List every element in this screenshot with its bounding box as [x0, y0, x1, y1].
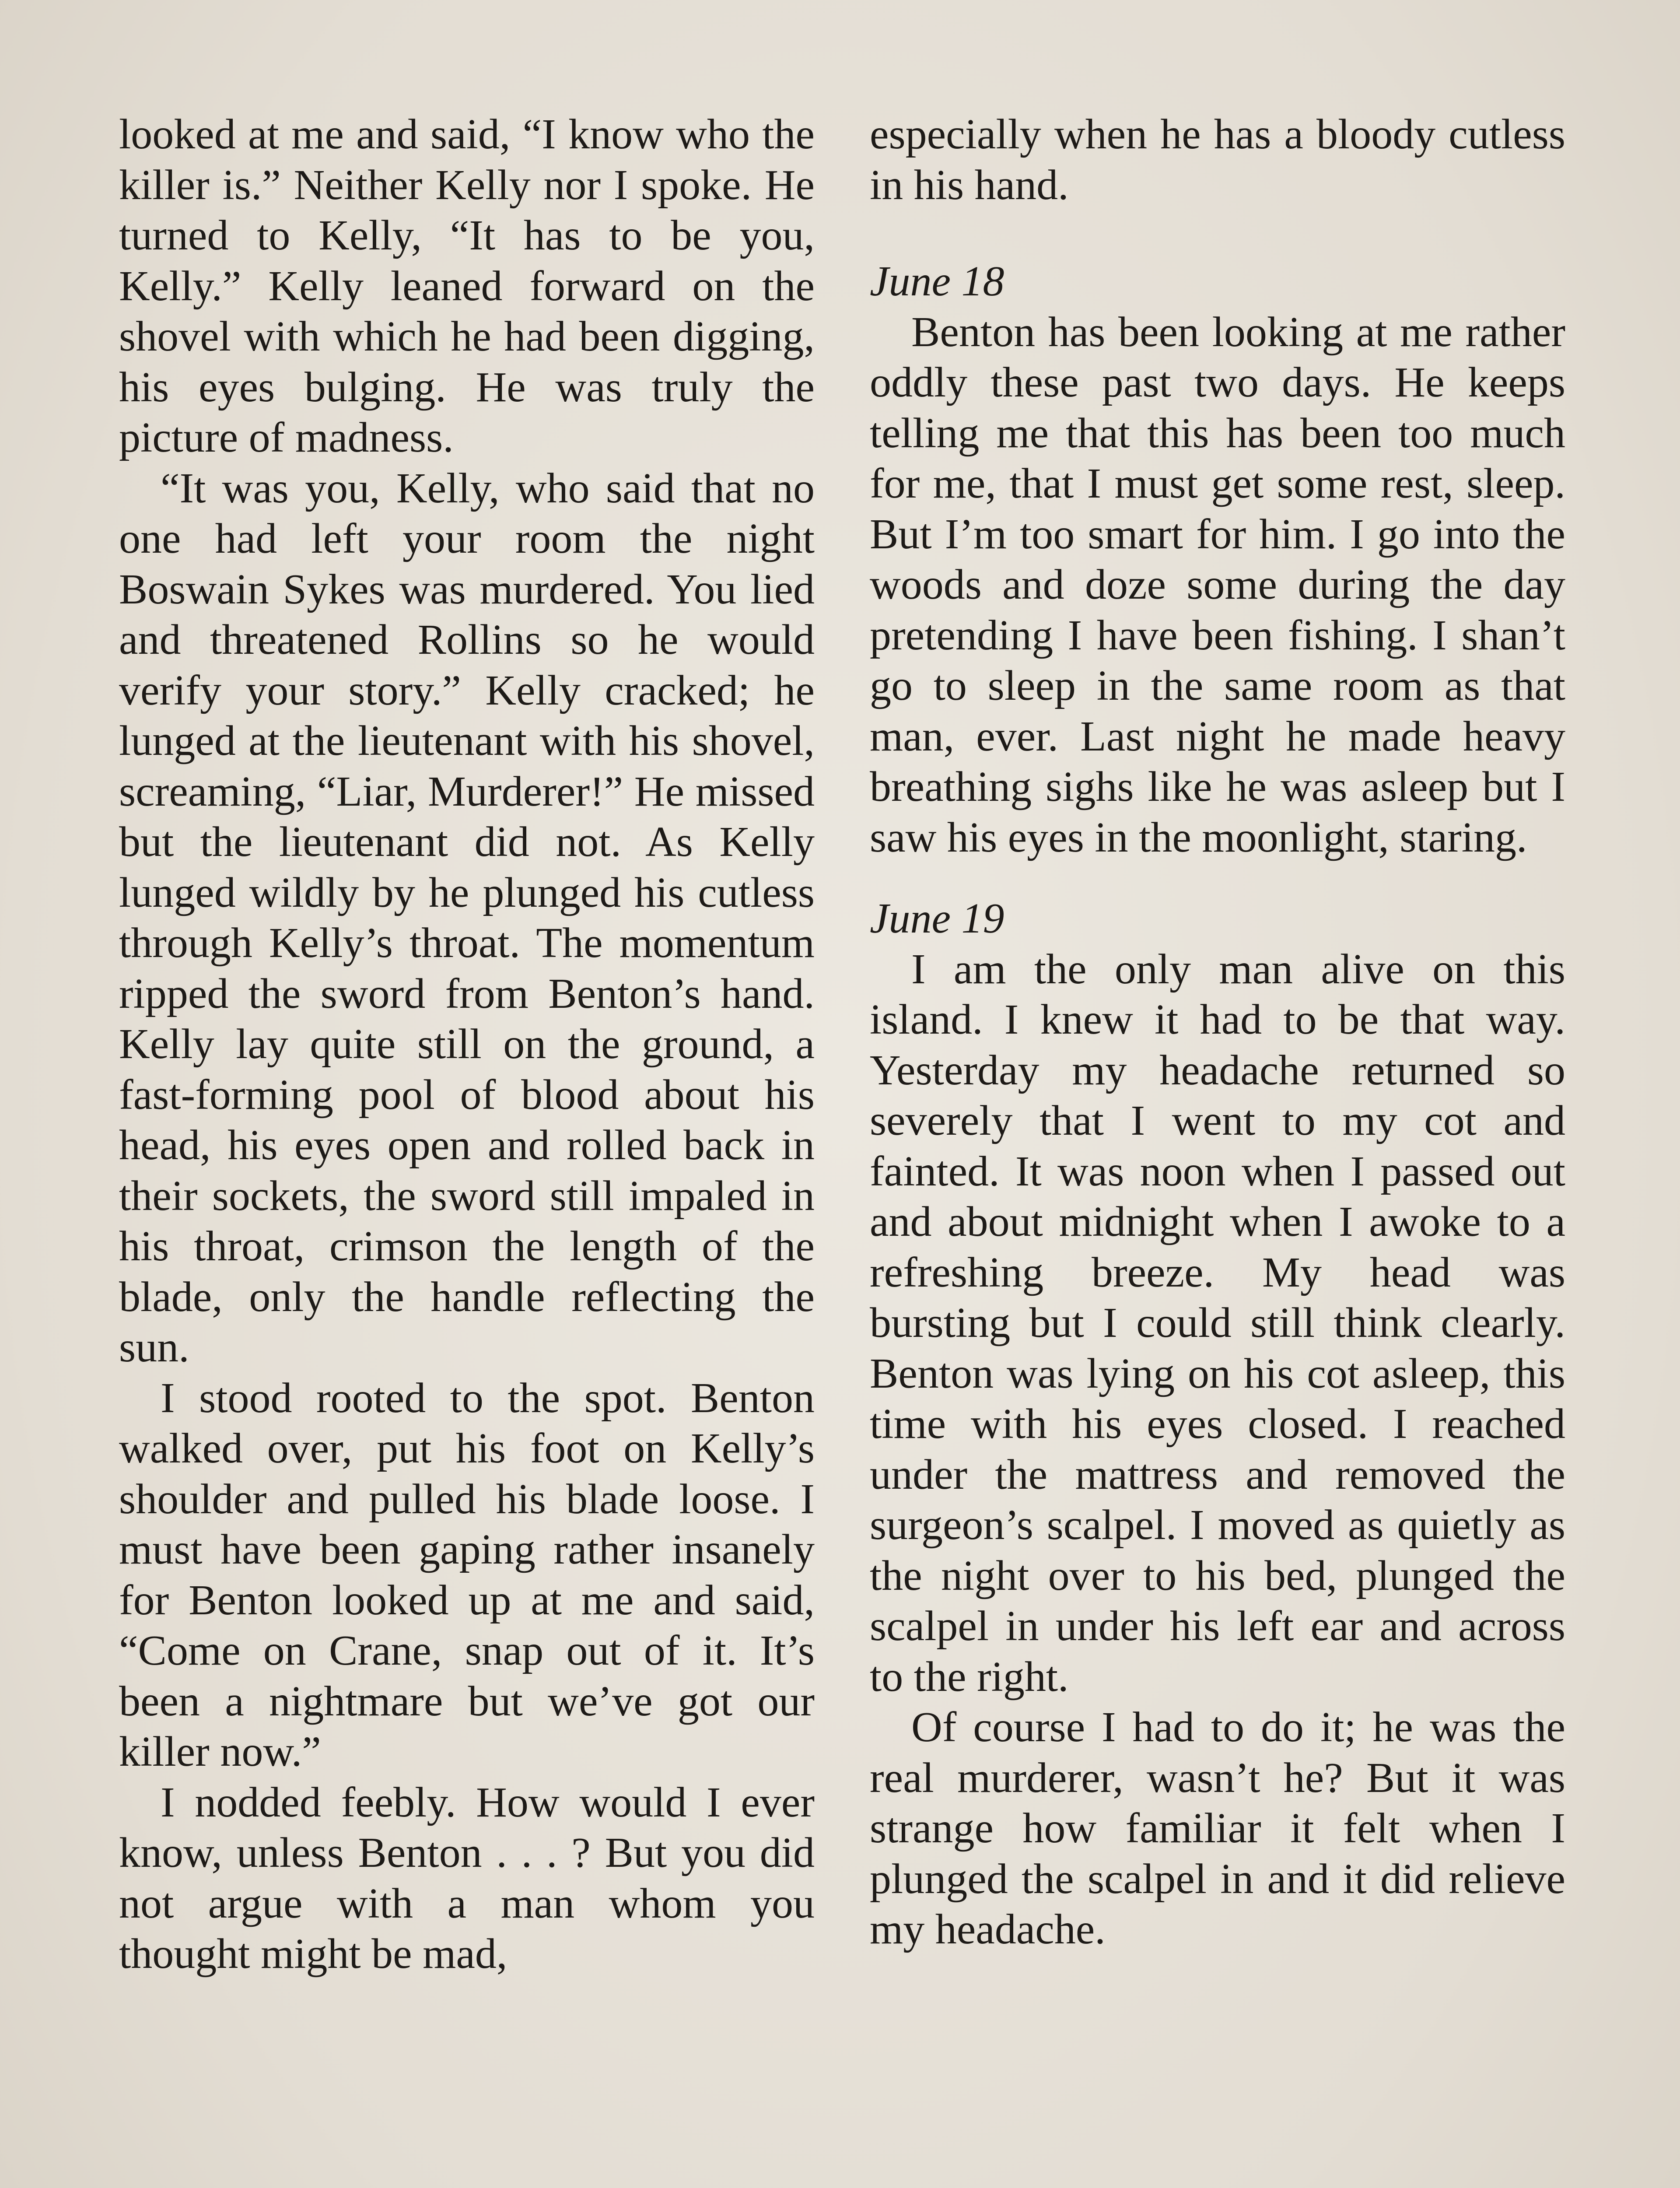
left-text-column — [119, 109, 815, 1980]
paragraph: I nodded feebly. How would I ever know, unless Benton . . . ? But you did not argue with a man whom you thought might be mad, — [119, 1778, 815, 1978]
paragraph: Benton has been looking at me rather oddly these past two days. He keeps telling me that this has been too much for me, that I must get some rest, sleep. But I’m too smart for him. I go into the woods and doze some during the day pretending I have been fishing. I shan’t go to sleep in the same room as that man, ever. Last night he made heavy breathing sighs like he was asleep but I saw his eyes in the moonlight, staring. — [870, 308, 1565, 861]
paragraph: looked at me and said, “I know who the killer is.” Neither Kelly nor I spoke. He turned to Kelly, “It has to be you, Kelly.” Kelly leaned forward on the shovel with which he had been digging, his eyes bulging. He was truly the picture of madness. — [119, 111, 815, 461]
diary-entry-heading: June 19 — [870, 895, 1004, 942]
paragraph-continuation: especially when he has a bloody cutless in his hand. — [870, 111, 1565, 209]
paragraph: I stood rooted to the spot. Benton walked over, put his foot on Kelly’s shoulder and pulled his blade loose. I must have been gaping rather insanely for Benton looked up at me and said, “Come on Crane, snap out of it. It’s been a nightmare but we’ve got our killer now.” — [119, 1374, 815, 1775]
diary-entry-heading: June 18 — [870, 258, 1004, 305]
paragraph: “It was you, Kelly, who said that no one had left your room the night Boswain Sykes was murdered. You lied and threatened Rollins so he would verify your story.” Kelly cracked; he lunged at the lieutenant with his shovel, screaming, “Liar, Murderer!” He missed but the lieutenant did not. As Kelly lunged wildly by he plunged his cutless through Kelly’s throat. The momentum ripped the sword from Benton’s hand. Kelly lay quite still on the ground, a fast-forming pool of blood about his head, his eyes open and rolled back in their sockets, the sword still impaled in his throat, crimson the length of the blade, only the handle reflecting the sun. — [119, 464, 815, 1371]
paragraph: I am the only man alive on this island. I knew it had to be that way. Yesterday my headache returned so severely that I went to my cot and fainted. It was noon when I passed out and about midnight when I awoke to a refreshing breeze. My head was bursting but I could still think clearly. Benton was lying on his cot asleep, this time with his eyes closed. I reached under the mattress and removed the surgeon’s scalpel. I moved as quietly as the night over to his bed, plunged the scalpel in under his left ear and across to the right. — [870, 945, 1565, 1701]
right-text-column — [870, 109, 1565, 1955]
paragraph: Of course I had to do it; he was the real murderer, wasn’t he? But it was strange how familiar it felt when I plunged the scalpel in and it did relieve my headache. — [870, 1704, 1565, 1953]
